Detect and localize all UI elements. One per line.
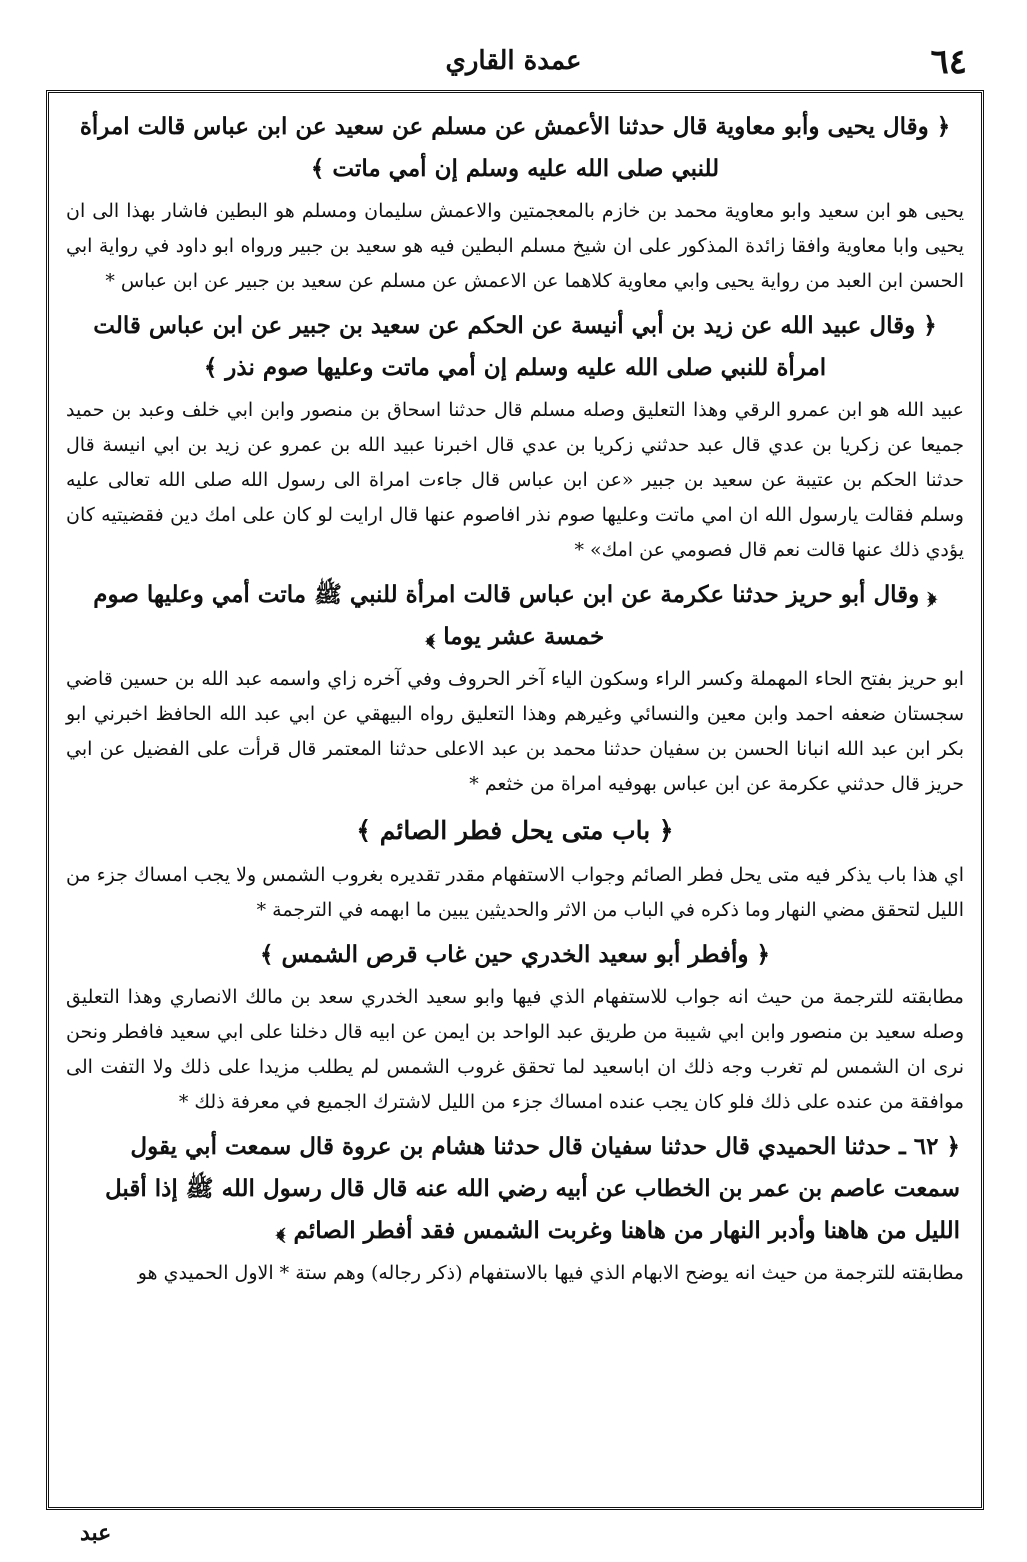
commentary-1: يحيى هو ابن سعيد وابو معاوية محمد بن خازم بالمعجمتين والاعمش سليمان ومسلم هو البطين فاشار بهذا الى ان يحيى وابا معاوية وافقا زائدة المذكور على ان شيخ مسلم البطين فيه هو سعيد بن جبير ورواه ابو داود في رواية ابي الحسن ابن العبد من رواية يحيى وابي معاوية كلاهما عن الاعمش عن مسلم عن سعيد بن جبير عن ابن عباس * — [66, 200, 964, 292]
page-number: ٦٤ — [930, 42, 967, 82]
running-title: عمدة القاري — [445, 46, 582, 76]
commentary-3: ابو حريز بفتح الحاء المهملة وكسر الراء وسكون الياء آخر الحروف وفي آخره زاي واسمه عبد الله بن حسين قاضي سجستان ضعفه احمد وابن معين والنسائي وغيرهم وهذا التعليق رواه البيهقي عن ابي عبد الله الحافظ اخبرني ابو بكر ابن عبد الله انبانا الحسن بن سفيان حدثنا محمد بن عبد الاعلى حدثنا المعتمر قال قرأت على الفضيل عن ابي حريز قال حدثني عكرمة عن ابن عباس بهوفيه امراة من خثعم * — [66, 668, 964, 795]
commentary-4: اي هذا باب يذكر فيه متى يحل فطر الصائم وجواب الاستفهام مقدر تقديره بغروب الشمس ولا يجب امساك جزء من الليل لتحقق مضي النهار وما ذكره في الباب من الاثر والحديثين يبين ما ابهمه في الترجمة * — [66, 864, 964, 921]
hadith-heading-1: ﴿ وقال يحيى وأبو معاوية قال حدثنا الأعمش عن مسلم عن سعيد عن ابن عباس قالت امرأة للنبي صلى الله عليه وسلم إن أمي ماتت ﴾ — [79, 113, 951, 182]
hadith-heading-62: ﴿ ٦٢ ـ حدثنا الحميدي قال حدثنا سفيان قال حدثنا هشام بن عروة قال سمعت أبي يقول سمعت عاصم بن عمر بن الخطاب عن أبيه رضي الله عنه قال قال رسول الله ﷺ إذا أقبل الليل من هاهنا وأدبر النهار من هاهنا وغربت الشمس فقد أفطر الصائم ﴾ — [105, 1133, 960, 1244]
commentary-5: مطابقته للترجمة من حيث انه جواب للاستفهام الذي فيها وابو سعيد الخدري سعد بن مالك الانصاري وهذا التعليق وصله سعيد بن منصور وابن ابي شيبة من طريق عبد الواحد بن ايمن عن ابيه قال دخلنا على ابي سعيد فافطر ونحن نرى ان الشمس لم تغرب وجه ذلك ان اباسعيد لما تحقق غروب الشمس لم يطلب مزيدا على ذلك ولا التفت الى موافقة من عنده على ذلك فلو كان يجب عنده امساك جزء من الليل لاشترك الجميع في معرفة ذلك * — [66, 986, 964, 1113]
page-header — [0, 40, 1027, 90]
page-content — [60, 100, 970, 1500]
athar-heading: ﴿ وأفطر أبو سعيد الخدري حين غاب قرص الشمس ﴾ — [260, 941, 770, 968]
commentary-6: مطابقته للترجمة من حيث انه يوضح الابهام الذي فيها بالاستفهام (ذكر رجاله) وهم ستة * الاول الحميدي هو — [137, 1262, 964, 1284]
catchword: عبد — [80, 1520, 112, 1546]
chapter-title: ﴿ باب متى يحل فطر الصائم ﴾ — [356, 816, 674, 845]
hadith-heading-3: ﴿ وقال أبو حريز حدثنا عكرمة عن ابن عباس قالت امرأة للنبي ﷺ ماتت أمي وعليها صوم خمسة عشر يوما ﴾ — [93, 581, 937, 650]
hadith-heading-2: ﴿ وقال عبيد الله عن زيد بن أبي أنيسة عن الحكم عن سعيد بن جبير عن ابن عباس قالت امرأة للنبي صلى الله عليه وسلم إن أمي ماتت وعليها صوم نذر ﴾ — [93, 312, 937, 381]
commentary-2: عبيد الله هو ابن عمرو الرقي وهذا التعليق وصله مسلم قال حدثنا اسحاق بن منصور وابن ابي خلف وعبد بن حميد جميعا عن زكريا بن عدي قال عبد حدثني زكريا بن عدي قال اخبرنا عبيد الله بن عمرو عن زيد بن ابي انيسة قال حدثنا الحكم بن عتيبة عن سعيد بن جبير «عن ابن عباس قال جاءت امراة الى رسول الله صلى الله تعالى عليه وسلم فقالت يارسول الله ان امي ماتت وعليها صوم نذر افاصوم عنها قال ارايت لو كان على امك دين فقضيتيه كان يؤدي ذلك عنها قالت نعم قال فصومي عن امك» * — [66, 399, 964, 561]
